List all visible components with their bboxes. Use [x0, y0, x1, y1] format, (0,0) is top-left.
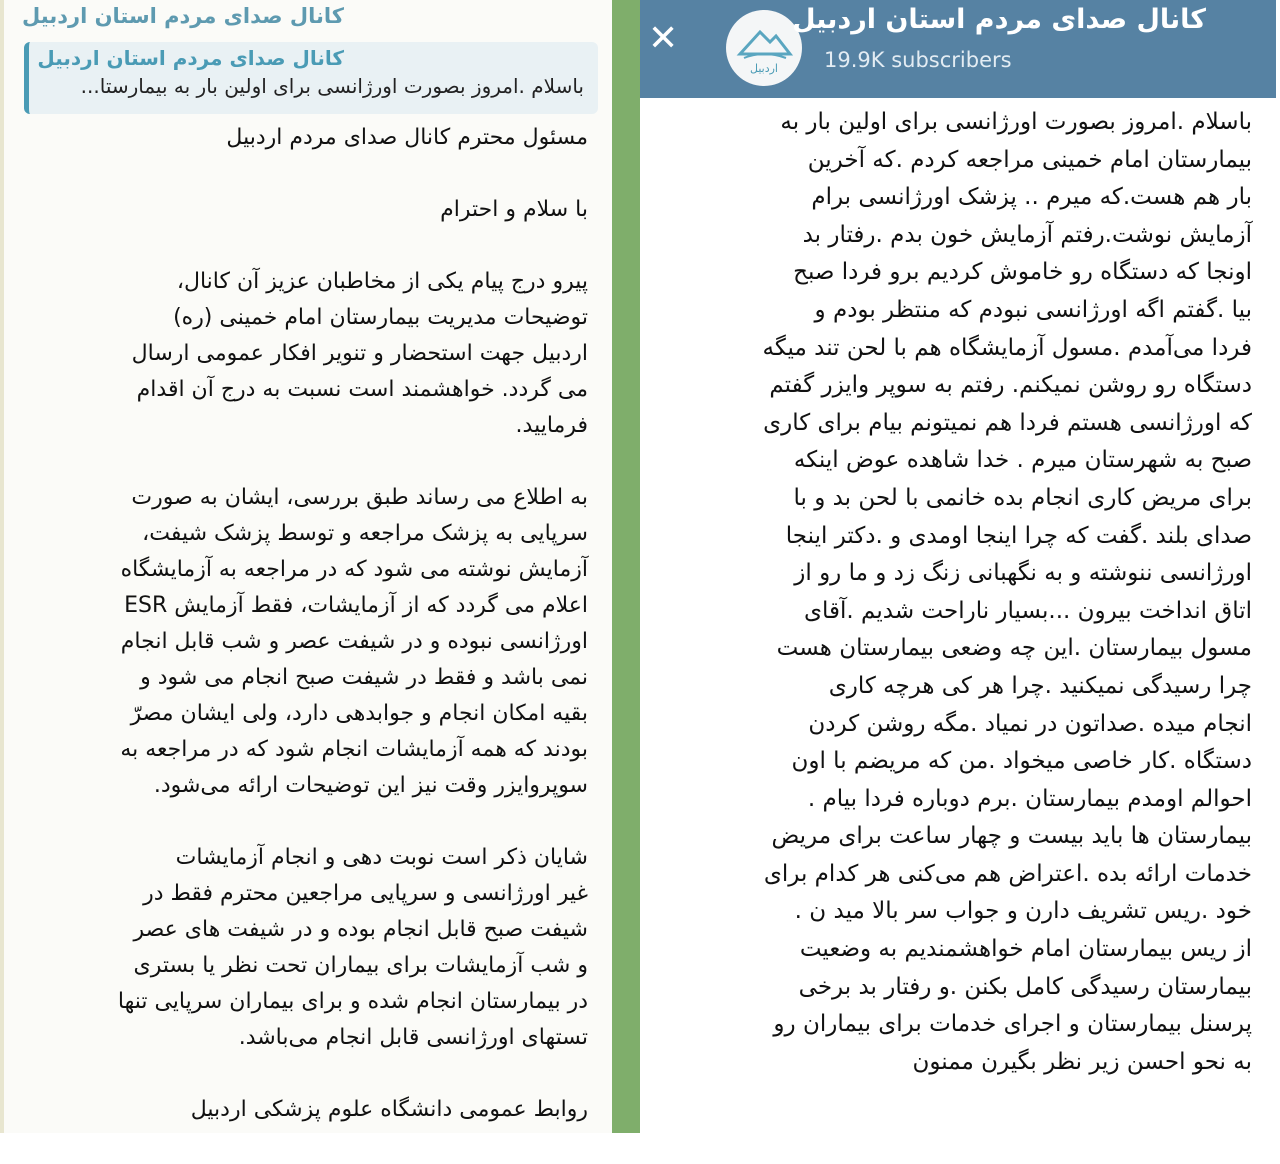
text-line: اونجا که دستگاه رو خاموش کردیم برو فردا صبح	[793, 259, 1252, 286]
text-line: نمی باشد و فقط در شیفت صبح انجام می شود و	[140, 665, 588, 690]
text-line: فرمایید.	[515, 413, 588, 438]
text-line: اعلام می گردد که از آزمایشات، فقط آزمایش ESR	[124, 593, 588, 618]
quoted-preview: باسلام .امروز بصورت اورژانسی برای اولین بار به بیمارستا...	[80, 74, 584, 98]
text-line: بیمارستان رسیدگی کامل بکنن .و رفتار بد برخی	[798, 973, 1252, 1000]
text-line: می گردد. خواهشمند است نسبت به درج آن اقدام	[136, 377, 588, 402]
text-line: غیر اورژانسی و سرپایی مراجعین محترم فقط در	[143, 881, 588, 906]
avatar-logo-text: اردبیل	[750, 62, 778, 75]
text-line: خدمات ارائه بده .اعتراض هم می‌کنی هر کدام برای	[763, 860, 1252, 887]
text-line: باسلام .امروز بصورت اورژانسی برای اولین بار به	[780, 109, 1252, 135]
text-line: و شب آزمایشات برای بیماران تحت نظر یا بستری	[133, 953, 588, 978]
post-body	[652, 104, 1252, 1081]
text-line: به نحو احسن زیر نظر بگیرن ممنون	[912, 1048, 1252, 1075]
text-line: با سلام و احترام	[440, 197, 588, 222]
text-line: در بیمارستان انجام شده و برای بیماران سرپایی تنها	[117, 989, 588, 1014]
text-line: دستگاه رو روشن نمیکنم. رفتم به سوپر وایزر گفتم	[769, 372, 1252, 399]
paragraph	[28, 192, 588, 228]
text-line: بار هم هست.که میرم .. پزشک اورژانسی برام	[811, 184, 1252, 211]
channel-header	[640, 0, 1276, 98]
reply-message-panel	[0, 0, 612, 1133]
channel-title: کانال صدای مردم استان اردبیل	[792, 4, 1206, 35]
text-line: اورژانسی ننوشته و به نگهبانی زنگ زد و ما رو از	[794, 560, 1252, 587]
subscriber-count: 19.9K subscribers	[824, 48, 1012, 72]
chat-background-strip	[612, 0, 640, 1133]
text-line: از ریس بیمارستان امام خواهشمندیم به وضعیت	[799, 936, 1252, 963]
text-line: انجام میده .صداتون در نمیاد .مگه روشن کردن	[808, 710, 1252, 737]
text-line: بیمارستان ها باید بیست و چهار ساعت برای مریض	[771, 823, 1252, 850]
paragraph	[28, 480, 588, 804]
sender-name[interactable]: کانال صدای مردم استان اردبیل	[22, 4, 344, 28]
text-line: اردبیل جهت استحضار و تنویر افکار عمومی ارسال	[131, 341, 588, 366]
channel-avatar[interactable]	[726, 10, 802, 86]
text-line: بیمارستان امام خمینی مراجعه کردم .که آخرین	[807, 146, 1252, 173]
paragraph	[28, 264, 588, 444]
text-line: تستهای اورژانسی قابل انجام می‌باشد.	[238, 1025, 588, 1050]
text-line: سرپایی به پزشک مراجعه و توسط پزشک شیفت،	[142, 521, 588, 546]
text-line: صدای بلند .گفت که چرا اینجا اومدی و .دکتر اینجا	[785, 522, 1252, 549]
text-line: دستگاه .کار خاصی میخواد .من که مریضم با اون	[791, 748, 1252, 775]
text-line: فردا می‌آمدم .مسول آزمایشگاه هم با لحن تند میگه	[762, 334, 1252, 361]
text-line: به اطلاع می رساند طبق بررسی، ایشان به صورت	[131, 485, 588, 510]
text-line: آزمایش نوشت.رفتم آزمایش خون بدم .رفتار بد	[802, 221, 1252, 248]
text-line: اتاق انداخت بیرون ...بسیار ناراحت شدیم .آقای	[804, 597, 1252, 624]
text-line: توضیحات مدیریت بیمارستان امام خمینی (ره)	[173, 305, 588, 330]
text-line: شایان ذکر است نوبت دهی و انجام آزمایشات	[175, 845, 588, 870]
text-line: مسئول محترم کانال صدای مردم اردبیل	[226, 125, 588, 150]
text-line: بودند که همه آزمایشات انجام شود که در مراجعه به	[120, 737, 588, 762]
text-line: احوالم اومدم بیمارستان .برم دوباره فردا بیام .	[807, 785, 1252, 812]
close-icon[interactable]: ✕	[648, 18, 679, 59]
paragraph	[28, 1092, 588, 1128]
text-line: بیا .گفتم اگه اورژانسی نبودم که منتظر بودم و	[814, 296, 1252, 323]
channel-post-panel	[640, 0, 1280, 1133]
text-line: شیفت صبح قابل انجام بوده و در شیفت های عصر	[133, 917, 588, 942]
paragraph	[28, 120, 588, 156]
text-line: بقیه امکان انجام و جوابدهی دارد، ولی ایشان مصرّ	[130, 701, 588, 726]
quoted-sender: کانال صدای مردم استان اردبیل	[37, 46, 344, 70]
text-line: پیرو درج پیام یکی از مخاطبان عزیز آن کانال،	[176, 269, 588, 294]
text-line: آزمایش نوشته می شود که در مراجعه به آزمایشگاه	[120, 557, 588, 582]
paragraph	[28, 840, 588, 1056]
text-line: برای مریض کاری انجام بده خانمی با لحن بد و با	[793, 484, 1252, 511]
text-line: صبح به شهرستان میرم . خدا شاهده عوض اینکه	[793, 447, 1252, 474]
text-line: اورژانسی نبوده و در شیفت عصر و شب قابل انجام	[120, 629, 588, 654]
text-line: روابط عمومی دانشگاه علوم پزشکی اردبیل	[190, 1097, 588, 1122]
text-line: خود .ریس تشریف دارن و جواب سر بالا مید ن .	[794, 898, 1252, 925]
quoted-message[interactable]	[24, 42, 598, 114]
text-line: پرسنل بیمارستان و اجرای خدمات برای بیماران رو	[773, 1011, 1252, 1038]
text-line: مسول بیمارستان .این چه وضعی بیمارستان هست	[776, 635, 1252, 662]
text-line: چرا رسیدگی نمیکنید .چرا هر کی هرچه کاری	[828, 672, 1252, 699]
text-line: که اورژانسی هستم فردا هم نمیتونم بیام برای کاری	[763, 409, 1252, 436]
message-body	[28, 120, 588, 1164]
text-line: سوپروایزر وقت نیز این توضیحات ارائه می‌شود.	[153, 773, 588, 798]
